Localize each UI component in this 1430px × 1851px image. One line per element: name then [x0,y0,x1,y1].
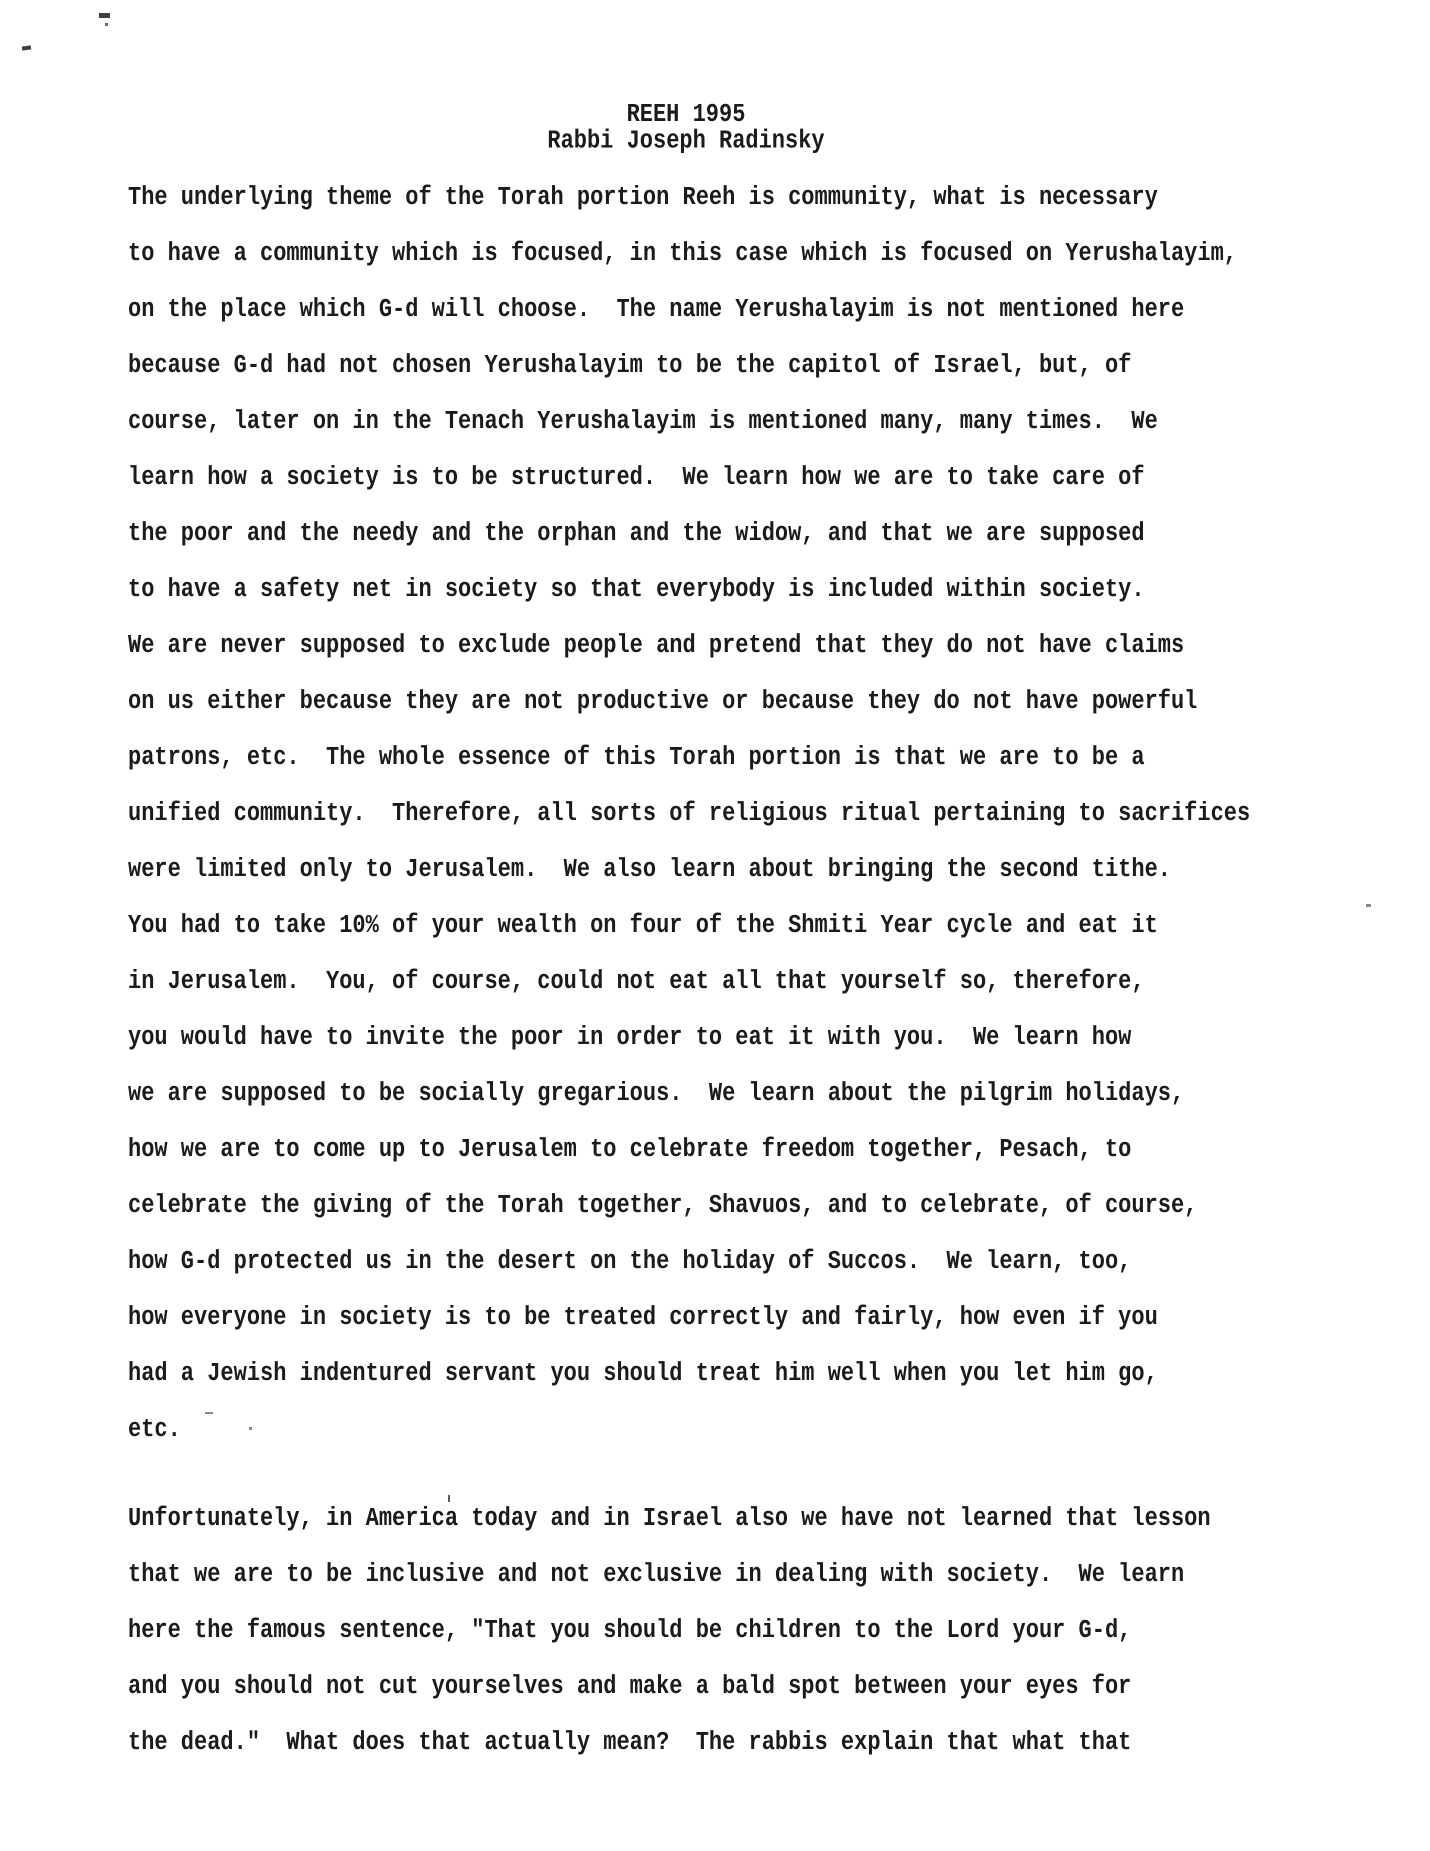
scan-artifact [22,45,31,50]
text-line: We are never supposed to exclude people and pretend that they do not have claims [128,630,1185,661]
text-line: you would have to invite the poor in order to eat it with you. We learn how [128,1023,1132,1053]
text-line: unified community. Therefore, all sorts of religious ritual pertaining to sacrifices [128,799,1251,829]
document-author: Rabbi Joseph Radinsky [547,126,825,156]
text-line: that we are to be inclusive and not exclusive in dealing with society. We learn [128,1559,1185,1590]
text-line: patrons, etc. The whole essence of this Torah portion is that we are to be a [128,742,1145,773]
text-line: how G-d protected us in the desert on the holiday of Succos. We learn, too, [128,1247,1132,1277]
text-line: the dead." What does that actually mean? The rabbis explain that what that [128,1727,1132,1758]
text-line: to have a safety net in society so that everybody is included within society. [128,574,1145,605]
text-line: here the famous sentence, "That you should be children to the Lord your G-d, [128,1615,1132,1646]
scan-artifact [99,13,110,18]
text-line: because G-d had not chosen Yerushalayim to be the capitol of Israel, but, of [128,350,1132,381]
text-line: how we are to come up to Jerusalem to celebrate freedom together, Pesach, to [128,1135,1132,1165]
text-line: learn how a society is to be structured. We learn how we are to take care of [128,462,1145,493]
text-line: The underlying theme of the Torah portion Reeh is community, what is necessary [128,182,1158,213]
scan-artifact [1366,904,1371,907]
text-line: in Jerusalem. You, of course, could not eat all that yourself so, therefore, [128,967,1145,997]
text-line: on the place which G-d will choose. The name Yerushalayim is not mentioned here [128,294,1185,325]
text-line: how everyone in society is to be treated correctly and fairly, how even if you [128,1303,1158,1333]
text-line: had a Jewish indentured servant you should treat him well when you let him go, [128,1359,1158,1389]
document-header [128,101,1244,155]
text-line: Unfortunately, in America today and in Israel also we have not learned that lesson [128,1503,1211,1534]
text-line: and you should not cut yourselves and make a bald spot between your eyes for [128,1671,1132,1702]
text-line: the poor and the needy and the orphan and the widow, and that we are supposed [128,518,1145,549]
scan-artifact [105,23,108,26]
text-line: were limited only to Jerusalem. We also learn about bringing the second tithe. [128,855,1171,885]
text-line: course, later on in the Tenach Yerushalayim is mentioned many, many times. We [128,406,1158,437]
paragraph-2 [128,1491,1211,1771]
text-line: on us either because they are not productive or because they do not have powerful [128,686,1198,717]
text-line: to have a community which is focused, in this case which is focused on Yerushalayim, [128,238,1237,269]
text-line: etc. [128,1415,181,1445]
text-line: we are supposed to be socially gregarious. We learn about the pilgrim holidays, [128,1079,1185,1109]
text-line: You had to take 10% of your wealth on four of the Shmiti Year cycle and eat it [128,911,1158,941]
text-line: celebrate the giving of the Torah together, Shavuos, and to celebrate, of course, [128,1191,1198,1221]
paragraph-1 [128,170,1250,1458]
document-title: REEH 1995 [626,99,746,130]
